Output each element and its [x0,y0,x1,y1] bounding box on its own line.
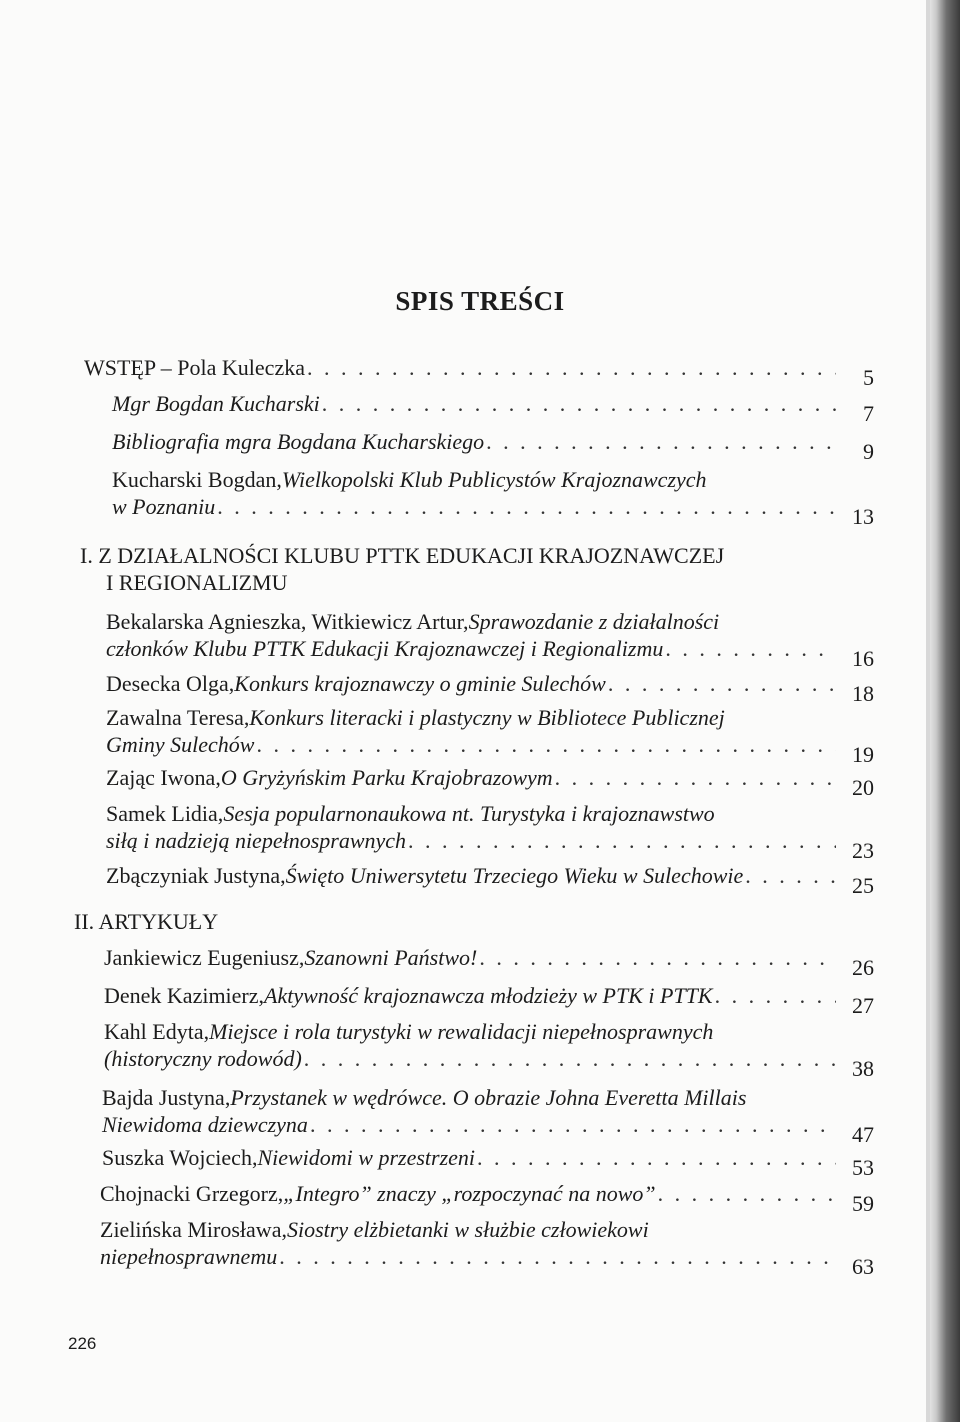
entry-author: Desecka Olga, [106,671,235,696]
toc-entry-kucharski [112,390,874,426]
entry-title: Sprawozdanie z działalności [468,609,720,634]
leader-dots [256,731,836,758]
leader-dots [486,428,836,455]
entry-title-cont: (historyczny rodowód) [104,1046,302,1071]
leader-dots [665,635,836,662]
entry-author: Denek Kazimierz, [104,983,265,1008]
entry-author: Jankiewicz Eugeniusz, [104,945,305,970]
entry-author: Zbączyniak Justyna, [106,863,286,888]
entry-page: 53 [852,1155,874,1180]
toc-entry-samek [106,800,874,863]
entry-title-cont: w Poznaniu [112,494,216,519]
entry-title: Aktywność krajoznawcza młodzieży w PTK i PTTK [264,983,713,1008]
entry-page: 23 [852,838,874,863]
entry-text: WSTĘP – Pola Kuleczka [84,355,305,380]
entry-page: 27 [852,993,874,1018]
toc-entry-bajda [102,1084,874,1147]
entry-author: Suszka Wojciech, [102,1145,258,1170]
section-heading-1 [80,542,724,596]
entry-page: 63 [852,1254,874,1279]
toc-entry-wstep [84,354,874,390]
toc-entry-denek [104,982,874,1018]
entry-page: 5 [863,365,874,390]
entry-page: 26 [852,955,874,980]
leader-dots [715,982,836,1009]
entry-title-cont: niepełnosprawnemu [100,1244,278,1269]
toc-title: SPIS TREŚCI [395,286,565,316]
entry-title: Przystanek w wędrówce. O obrazie Johna Everetta Millais [230,1085,747,1110]
leader-dots [477,1144,836,1171]
toc-entry-kahl [104,1018,874,1081]
entry-author: Zawalna Teresa, [106,705,250,730]
entry-author: Zielińska Mirosława, [100,1217,287,1242]
entry-page: 9 [863,439,874,464]
entry-text: Mgr Bogdan Kucharski [112,391,320,416]
leader-dots [658,1180,836,1207]
toc-entry-suszka [102,1144,874,1180]
entry-title: Wielkopolski Klub Publicystów Krajoznawczych [281,467,707,492]
entry-title: Niewidomi w przestrzeni [257,1145,476,1170]
entry-title-cont: siłą i nadzieją niepełnosprawnych [106,828,407,853]
entry-author: Bekalarska Agnieszka, Witkiewicz Artur, [106,609,469,634]
entry-title-cont: Niewidoma dziewczyna [102,1112,308,1137]
entry-title: „Integro” znaczy „rozpoczynać na nowo” [283,1181,656,1206]
entry-page: 59 [852,1191,874,1216]
toc-entry-zbaczyniak [106,862,874,898]
entry-author: Kucharski Bogdan, [112,467,282,492]
entry-title: Konkurs krajoznawczy o gminie Sulechów [234,671,606,696]
entry-page: 19 [852,742,874,767]
toc-entry-jankiewicz [104,944,874,980]
book-spine-shadow [926,0,960,1422]
entry-page: 25 [852,873,874,898]
entry-title: Miejsce i rola turystyki w rewalidacji niepełnosprawnych [209,1019,714,1044]
entry-title: Szanowni Państwo! [304,945,478,970]
toc-entry-bekalarska [106,608,874,671]
leader-dots [555,764,836,791]
entry-title-cont: Gminy Sulechów [106,732,255,757]
entry-author: Samek Lidia, [106,801,224,826]
entry-title: Konkurs literacki i plastyczny w Bibliotece Publicznej [249,705,725,730]
entry-page: 18 [852,681,874,706]
entry-page: 7 [863,401,874,426]
entry-text: Bibliografia mgra Bogdana Kucharskiego [112,429,485,454]
leader-dots [307,354,836,381]
toc-entry-zielinska [100,1216,874,1279]
leader-dots [279,1243,836,1270]
leader-dots [322,390,836,417]
toc-entry-zawalna [106,704,874,767]
entry-title: Święto Uniwersytetu Trzeciego Wieku w Sulechowie [285,863,744,888]
leader-dots [479,944,836,971]
entry-page: 13 [852,504,874,529]
entry-title: O Gryżyńskim Parku Krajobrazowym [220,765,553,790]
section-heading-line: I. Z DZIAŁALNOŚCI KLUBU PTTK EDUKACJI KRAJOZNAWCZEJ [80,543,725,568]
toc-entry-zajac [106,764,874,800]
toc-entry-desecka [106,670,874,706]
entry-page: 16 [852,646,874,671]
entry-author: Bajda Justyna, [102,1085,231,1110]
leader-dots [608,670,836,697]
entry-page: 20 [852,775,874,800]
section-heading-2 [74,908,218,935]
section-heading-line: II. ARTYKUŁY [74,909,219,934]
entry-page: 38 [852,1056,874,1081]
entry-title-cont: członków Klubu PTTK Edukacji Krajoznawczej i Regionalizmu [106,636,664,661]
entry-title: Sesja popularnonaukowa nt. Turystyka i krajoznawstwo [223,801,715,826]
leader-dots [217,493,836,520]
toc-entry-bibliografia [112,428,874,464]
entry-author: Chojnacki Grzegorz, [100,1181,284,1206]
toc-entry-chojnacki [100,1180,874,1216]
leader-dots [745,862,836,889]
entry-page: 47 [852,1122,874,1147]
entry-author: Kahl Edyta, [104,1019,210,1044]
leader-dots [304,1045,836,1072]
leader-dots [310,1111,836,1138]
leader-dots [408,827,836,854]
entry-author: Zając Iwona, [106,765,221,790]
toc-entry-wkpk [112,466,874,529]
page-number: 226 [68,1334,97,1353]
section-heading-line: I REGIONALIZMU [106,570,288,595]
entry-title: Siostry elżbietanki w służbie człowiekowi [286,1217,649,1242]
